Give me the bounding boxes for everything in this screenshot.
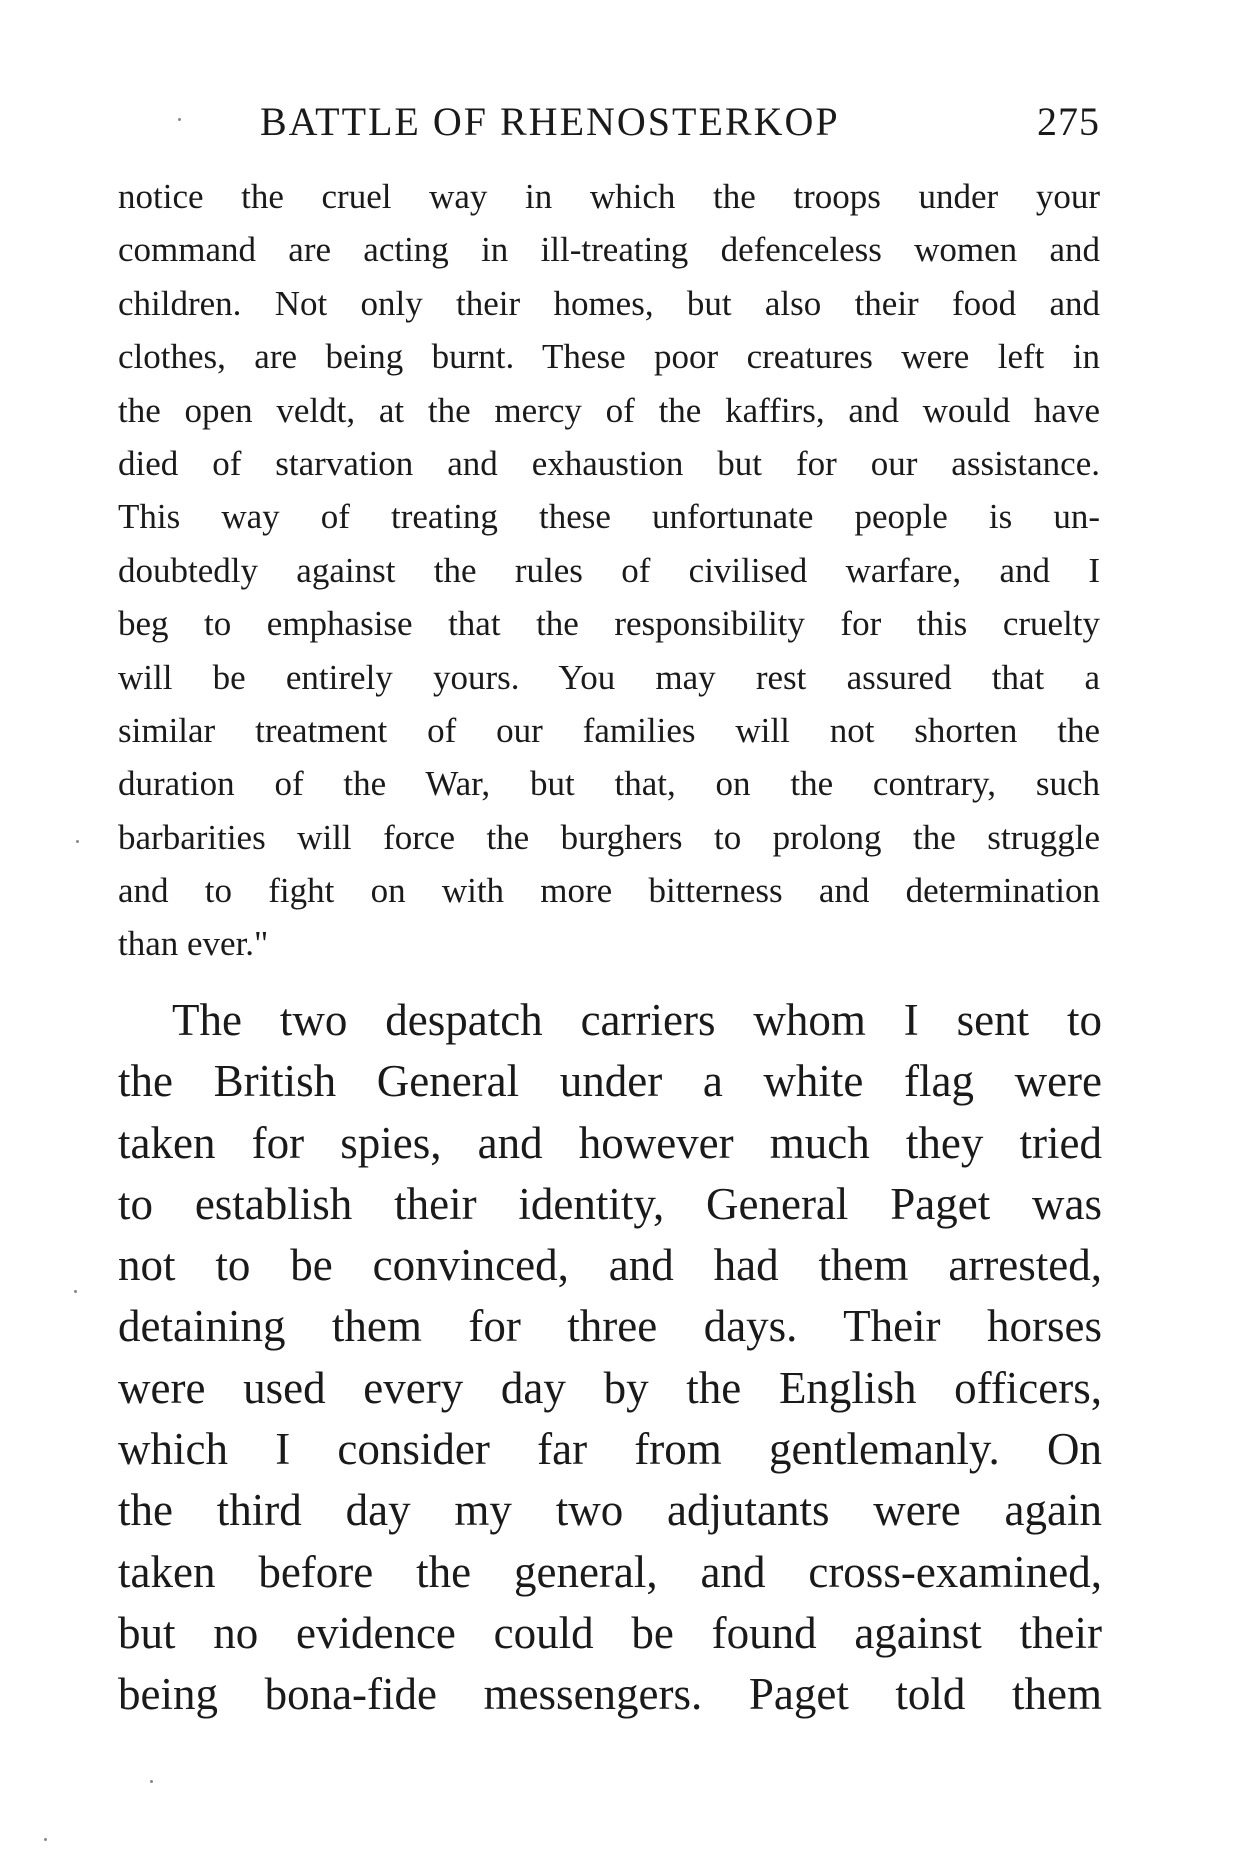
- body-line: The two despatch carriers whom I sent to: [172, 995, 1102, 1045]
- body-line: taken before the general, and cross-examined,: [118, 1546, 1102, 1597]
- quote-line: than ever.": [118, 924, 269, 964]
- quote-line: doubtedly against the rules of civilised warfare, and I: [118, 550, 1100, 590]
- quote-line: similar treatment of our families will not shorten the: [118, 710, 1100, 750]
- quote-line: command are acting in ill-treating defenceless women and: [118, 230, 1100, 270]
- quote-line: and to fight on with more bitterness and determination: [118, 871, 1100, 911]
- quote-line: clothes, are being burnt. These poor creatures were left in: [118, 337, 1100, 377]
- scan-speck: [178, 118, 181, 121]
- running-header: [260, 98, 1100, 158]
- quote-line: This way of treating these unfortunate people is un-: [118, 497, 1100, 537]
- body-paragraph: [118, 990, 1102, 1726]
- running-title: BATTLE OF RHENOSTERKOP: [260, 99, 840, 144]
- body-line: detaining them for three days. Their horses: [118, 1301, 1102, 1352]
- quote-line: died of starvation and exhaustion but for our assistance.: [118, 443, 1100, 483]
- body-line: taken for spies, and however much they tried: [118, 1117, 1102, 1168]
- body-line: being bona-fide messengers. Paget told them: [118, 1669, 1102, 1720]
- body-line: not to be convinced, and had them arrested,: [118, 1240, 1102, 1291]
- scan-speck: [150, 1780, 153, 1783]
- quote-line: will be entirely yours. You may rest assured that a: [118, 657, 1100, 697]
- page-number: 275: [1037, 99, 1100, 144]
- quote-line: beg to emphasise that the responsibility for this cruelty: [118, 604, 1100, 644]
- body-line: the British General under a white flag were: [118, 1056, 1102, 1107]
- body-line: the third day my two adjutants were again: [118, 1485, 1102, 1536]
- quote-line: the open veldt, at the mercy of the kaffirs, and would have: [118, 390, 1100, 430]
- quoted-letter: [118, 170, 1100, 971]
- scan-speck: [76, 840, 79, 843]
- body-line: were used every day by the English officers,: [118, 1362, 1102, 1413]
- quote-line: children. Not only their homes, but also their food and: [118, 283, 1100, 323]
- quote-line: barbarities will force the burghers to prolong the struggle: [118, 817, 1100, 857]
- quote-line: notice the cruel way in which the troops under your: [118, 177, 1100, 216]
- scan-speck: [74, 1290, 77, 1293]
- body-line: which I consider far from gentlemanly. On: [118, 1424, 1102, 1475]
- body-line: but no evidence could be found against their: [118, 1607, 1102, 1658]
- body-line: to establish their identity, General Paget was: [118, 1178, 1102, 1229]
- quote-line: duration of the War, but that, on the contrary, such: [118, 764, 1100, 804]
- scan-speck: [44, 1838, 47, 1841]
